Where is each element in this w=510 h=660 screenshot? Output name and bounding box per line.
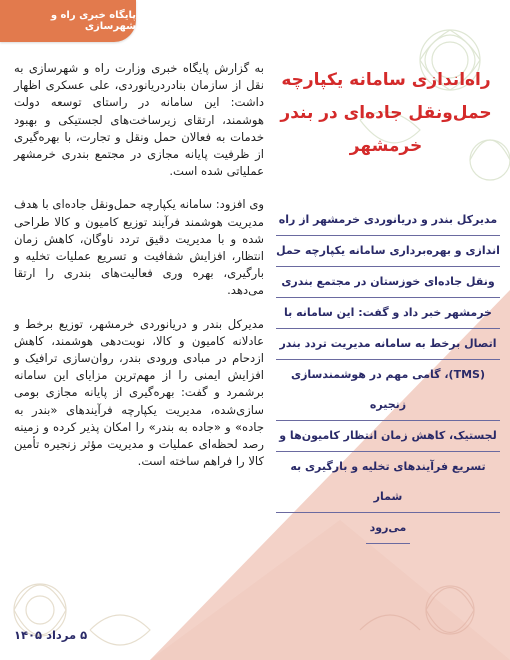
article-summary (276, 205, 500, 544)
summary-line: (TMS)، گامی مهم در هوشمندسازی زنجیره (276, 360, 500, 421)
source-tab-label: پایگاه خبری راه و شهرسازی (50, 10, 136, 32)
publish-date: ۵ مرداد ۱۴۰۵ (14, 628, 88, 642)
floral-pattern-icon (330, 540, 510, 660)
summary-line: اندازی و بهره‌برداری سامانه یکپارچه حمل (276, 236, 500, 267)
summary-line: می‌رود (366, 513, 411, 544)
summary-line: اتصال برخط به سامانه مدیریت تردد بندر (276, 329, 500, 360)
summary-line: تسریع فرآیندهای تخلیه و بارگیری به شمار (276, 452, 500, 513)
body-paragraph: وی افزود: سامانه یکپارچه حمل‌ونقل جاده‌ای با هدف مدیریت هوشمند فرآیند توزیع کامیون و کالا طراحی شده و با مدیریت دقیق تردد ناوگان، کاهش زمان انتظار، افزایش شفافیت و تسریع عملیات تخلیه و بارگیری، بهره وری فعالیت‌های بندری را ارتقا می‌دهد. (14, 197, 264, 298)
article-title: راه‌اندازی سامانه یکپارچه حمل‌ونقل جاده‌ای در بندر خرمشهر (280, 70, 492, 156)
summary-line: مدیرکل بندر و دریانوردی خرمشهر از راه (276, 205, 500, 236)
body-paragraph: مدیرکل بندر و دریانوردی خرمشهر، توزیع برخط و عادلانه کامیون و کالا، نوبت‌دهی هوشمند، کاهش ازدحام در مبادی ورودی بندر، روان‌سازی ترافیک و افزایش ایمنی را از مهم‌ترین مزایای این سامانه برشمرد و گفت: بهره‌گیری از پایانه مجازی بومی سازی‌شده، مدیریت یکپارچه فرآیندهای «بندر به جاده» و «جاده به بندر» را امکان پذیر کرده و زمینه رصد لحظه‌ای عملیات و مدیریت مؤثر زنجیره تأمین کالا را فراهم ساخته است. (14, 316, 264, 469)
summary-line: ونقل جاده‌ای خوزستان در مجتمع بندری (276, 267, 500, 298)
source-tab (0, 0, 136, 42)
body-paragraph: به گزارش پایگاه خبری وزارت راه و شهرسازی به نقل از سازمان بنادردریانوردی، علی عسکری اظهار داشت: این سامانه در راستای توسعه دولت هوشمند، ارتقای زیرساخت‌های لجستیکی و بهبود خدمات به فعالان حمل ونقل و تجارت، با بهره‌گیری از ظرفیت پایانه مجازی در مجتمع بندری خرمشهر عملیاتی شده است. (14, 61, 264, 179)
article-body (14, 60, 264, 486)
summary-line: خرمشهر خبر داد و گفت: این سامانه با (276, 298, 500, 329)
summary-line: لجستیک، کاهش زمان انتظار کامیون‌ها و (276, 421, 500, 452)
